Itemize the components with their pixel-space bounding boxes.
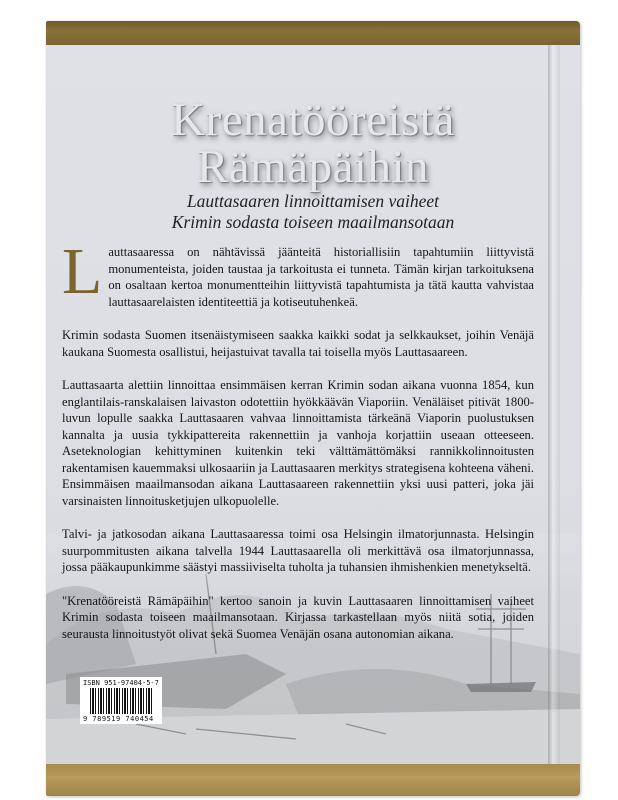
isbn-label: ISBN 951-97404-5-7 xyxy=(83,679,159,687)
barcode-number: 9 789519 740454 xyxy=(83,715,154,723)
subtitle-line-1: Lauttasaaren linnoittamisen vaiheet xyxy=(186,191,440,211)
bottom-gold-band xyxy=(46,764,580,796)
subtitle-line-2: Krimin sodasta toiseen maailmansotaan xyxy=(171,212,455,232)
drop-cap: L xyxy=(62,235,103,308)
blurb-paragraph-2: Krimin sodasta Suomen itsenäistymiseen saakka kaikki sodat ja selkkaukset, joihin Venäjä kaukana Suomesta osallistui, heijastuivat tavalla tai toisella myös Lauttasaareen. xyxy=(62,328,534,359)
blurb-paragraph-1 xyxy=(62,235,534,310)
blurb-paragraph-5: "Krenatööreistä Rämäpäihin" kertoo sanoin ja kuvin Lauttasaaren linnoittamisen vaiheet Krimin sodasta toiseen maailmansotaan. Kirjassa tarkastellaan myös niitä sotia, joiden seurausta linnoitustyöt olivat sekä Suomea Venäjän osana autonomian aikana. xyxy=(62,593,534,641)
barcode-bars xyxy=(90,688,152,714)
book-title xyxy=(46,94,580,193)
blurb-paragraph-4: Talvi- ja jatkosodan aikana Lauttasaaressa toimi osa Helsingin ilmatorjunnasta. Helsingin suurpommitusten aikana talvella 1944 Lauttasaarella oli merkittävä osa ilmatorjunnassa, jossa pääkaupunkimme säästyi massiiviselta tuholta ja tuhansien ihmishenkien menetykseltä. xyxy=(62,527,534,574)
blurb-paragraph-3: Lauttasaarta alettiin linnoittaa ensimmäisen kerran Krimin sodan aikana vuonna 1854, kun englantilais-ranskalaisen laivaston odotettiin hyökkäävän Viaporiin. Venäläiset pitivät 1800-luvun lopulle saakka Lauttasaaren vahvaa linnoittamista tärkeänä Viaporin puolustuksen kannalta ja uusia tykkipattereita rakennettiin ja vanhoja korjattiin useaan otteeseen. Aseteknologian kehittyminen kuitenkin teki välttämättömäksi rannikkolinnoitusten rakentamisen kauemmaksi ulkosaariin ja Lauttasaaren merkitys strategisena kohteena väheni. Ensimmäisen maailmansodan aikana Lauttasaareen rakennettiin yksi uusi patteri, joka jäi varsinaisten linnoitusketjujen ulkopuolelle. xyxy=(62,378,534,508)
top-gold-band xyxy=(46,21,580,45)
title-line-1: Krenatööreistä xyxy=(171,94,455,146)
isbn-barcode xyxy=(80,677,162,724)
book-subtitle xyxy=(46,191,580,233)
cover-panel xyxy=(46,45,580,764)
paragraph-text: auttasaaressa on nähtävissä jäänteitä historiallisiin tapahtumiin liittyvistä monumenteista, joiden taustaa ja tarkoitusta ei tunneta. Tämän kirjan tarkoituksena on osaltaan kertoa monumentteihin liittyvistä tapahtumista ja tätä kautta vahvistaa lauttasaarelaisten identiteettiä ja kotiseutuhenkeä. xyxy=(108,245,534,309)
blurb-text xyxy=(62,235,534,659)
title-line-2: Rämäpäihin xyxy=(196,141,430,193)
book-back-cover xyxy=(46,21,580,796)
